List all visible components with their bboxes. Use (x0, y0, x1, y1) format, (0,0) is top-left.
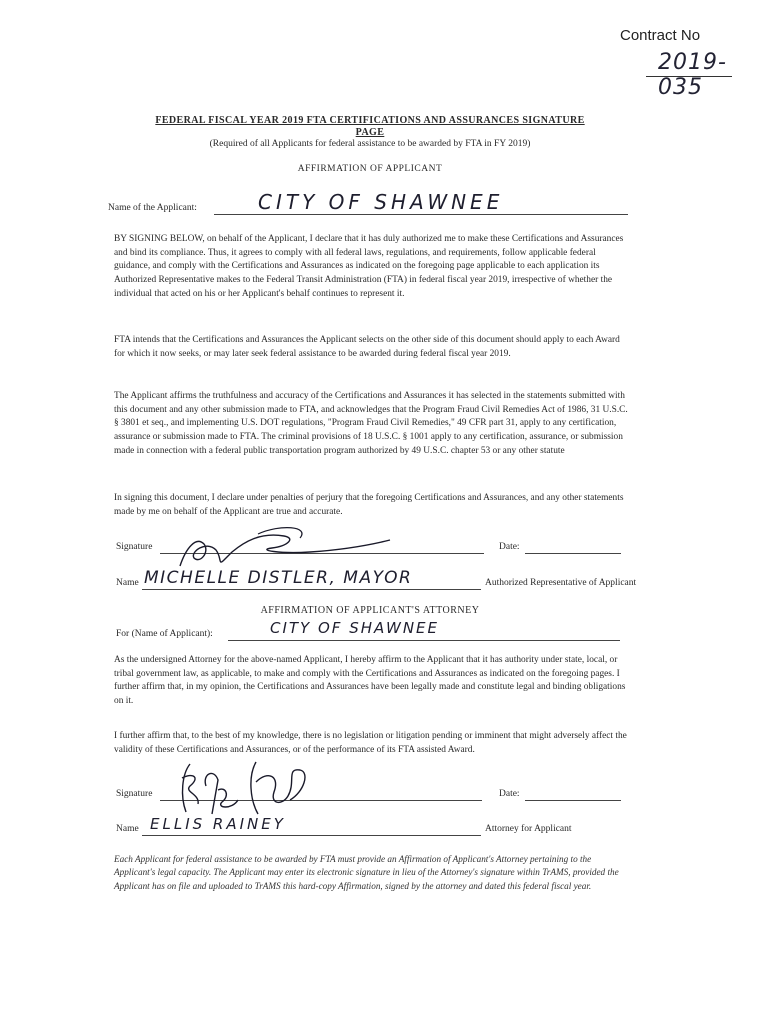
attorney-paragraph-1: As the undersigned Attorney for the above-named Applicant, I hereby affirm to the Applicant that it has authority under state, local, or tribal government law, as applicable, to make and comply with the Certifications and Assurances as indicated on the foregoing pages. I further affirm that, in my opinion, the Certifications and Assurances have been legally made and constitute legal and binding obligations on it. (114, 655, 626, 707)
attorney-signer-label: Name (116, 824, 139, 834)
applicant-signer-line (142, 589, 481, 590)
applicant-name-label: Name of the Applicant: (108, 203, 197, 213)
applicant-name-handwritten: CITY OF SHAWNEE (258, 190, 504, 214)
attorney-signer-handwritten: ELLIS RAINEY (150, 815, 286, 833)
applicant-signature-graphic (160, 518, 400, 570)
attorney-for-handwritten: CITY OF SHAWNEE (270, 619, 439, 637)
applicant-signer-handwritten: MICHELLE DISTLER, MAYOR (144, 568, 413, 588)
applicant-signer-label: Name (116, 578, 139, 588)
attorney-date-label: Date: (499, 789, 520, 799)
applicant-role-label: Authorized Representative of Applicant (485, 578, 637, 588)
attorney-signature-label: Signature (116, 789, 153, 799)
applicant-date-label: Date: (499, 542, 520, 552)
section-heading-applicant: AFFIRMATION OF APPLICANT (297, 164, 443, 174)
applicant-date-line (525, 553, 621, 554)
section-heading-attorney: AFFIRMATION OF APPLICANT'S ATTORNEY (260, 605, 480, 616)
footer-note: Each Applicant for federal assistance to be awarded by FTA must provide an Affirmation of Applicant's Attorney pertaining to the Applicant's legal capacity. The Applicant may enter its electronic signature in lieu of the Attorney's signature within TrAMS, provided the Applicant has on file and uploaded to TrAMS this hard-copy Affirmation, signed by the attorney and dated this federal fiscal year. (114, 854, 619, 891)
page-subtitle: (Required of all Applicants for federal assistance to be awarded by FTA in FY 2019) (209, 139, 531, 149)
contract-label: Contract No (620, 27, 701, 44)
applicant-paragraph-3: The Applicant affirms the truthfulness and accuracy of the Certifications and Assurances it has selected in the statements submitted with this document and any other submission made to FTA, and acknowledges that the Program Fraud Civil Remedies Act of 1986, 31 U.S.C. § 3801 et seq., and implementing U.S. DOT regulations, "Program Fraud Civil Remedies," 49 CFR part 31, apply to any certification, assurance or submission made to FTA. The criminal provisions of 18 U.S.C. § 1001 apply to any certification, assurance, or submission made in connection with a federal public transportation program authorized by 49 U.S.C. chapter 53 or any other statute (114, 391, 628, 456)
applicant-signature-label: Signature (116, 542, 153, 552)
applicant-paragraph-4: In signing this document, I declare under penalties of perjury that the foregoing Certifications and Assurances, and any other statements made by me on behalf of the Applicant are true and accurate. (114, 493, 624, 517)
applicant-paragraph-2: FTA intends that the Certifications and Assurances the Applicant selects on the other side of this document should apply to each Award for which it now seeks, or may later seek federal assistance to be awarded during federal fiscal year 2019. (114, 335, 620, 359)
attorney-date-line (525, 800, 621, 801)
attorney-for-label: For (Name of Applicant): (116, 629, 213, 639)
page-title: FEDERAL FISCAL YEAR 2019 FTA CERTIFICATIONS AND ASSURANCES SIGNATURE PAGE (155, 115, 585, 138)
applicant-name-line (214, 214, 628, 215)
applicant-paragraph-1: BY SIGNING BELOW, on behalf of the Applicant, I declare that it has duly authorized me to make these Certifications and Assurances and bind its compliance. Thus, it agrees to comply with all federal laws, regulations, and requirements, follow applicable federal guidance, and comply with the Certifications and Assurances as indicated on the foregoing page applicable to each application its Authorized Representative makes to the Federal Transit Administration (FTA) in federal fiscal year 2019, irrespective of whether the individual that acted on his or her Applicant's behalf continues to represent it. (114, 234, 624, 299)
attorney-paragraph-2: I further affirm that, to the best of my knowledge, there is no legislation or litigation pending or imminent that might adversely affect the validity of these Certifications and Assurances, or of the performance of its FTA assisted Award. (114, 731, 627, 755)
attorney-signer-line (142, 835, 481, 836)
attorney-role-label: Attorney for Applicant (485, 824, 572, 834)
attorney-signature-graphic (160, 756, 320, 820)
contract-number-underline (646, 76, 732, 77)
contract-number: 2019- 035 (658, 50, 727, 100)
attorney-for-line (228, 640, 620, 641)
